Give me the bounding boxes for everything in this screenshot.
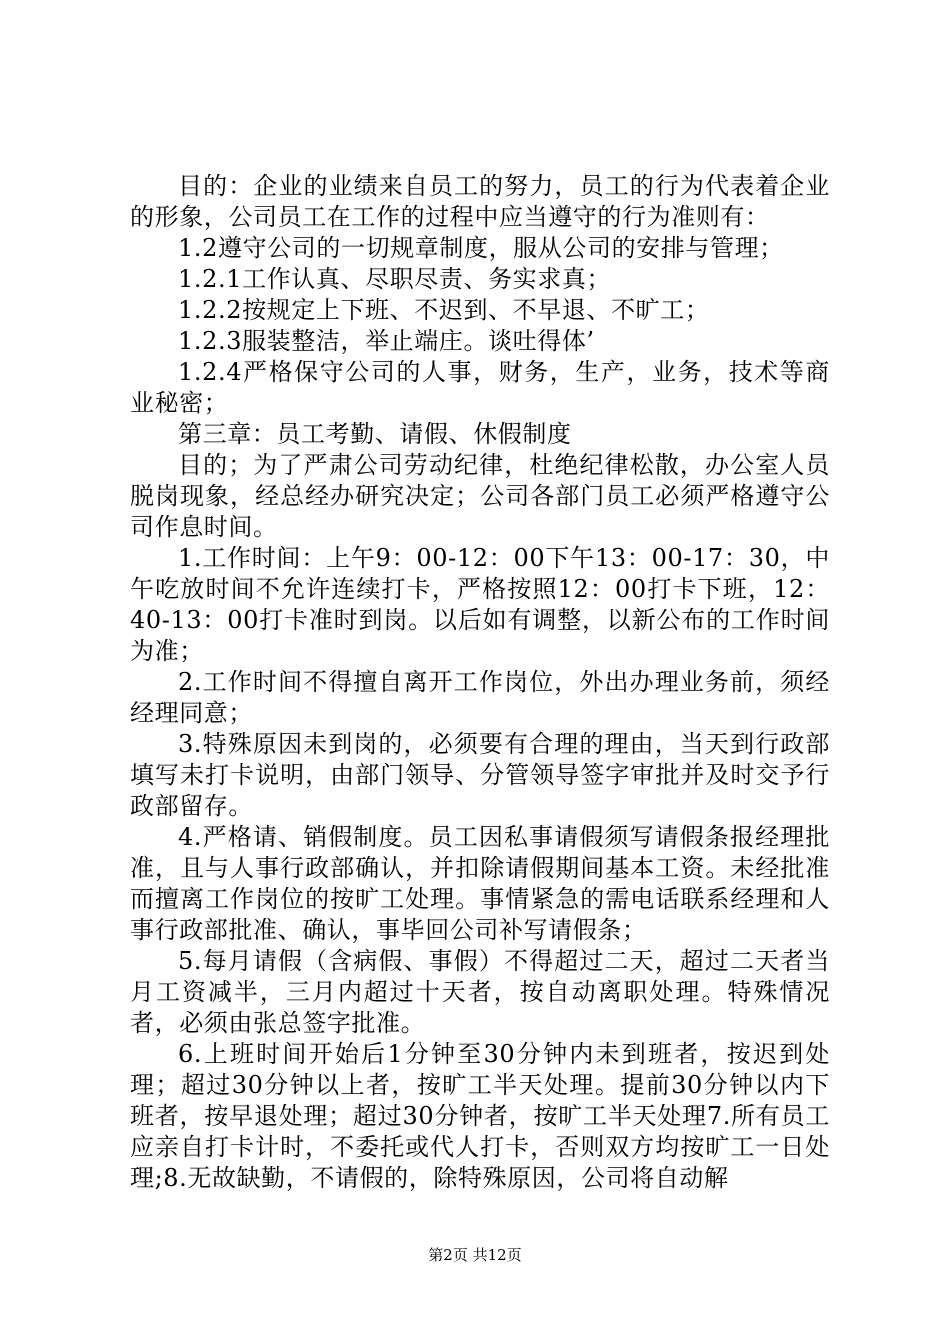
paragraph: 5.每月请假（含病假、事假）不得超过二天，超过二天者当月工资减半，三月内超过十天者，按自动离职处理。特殊情况者，必须由张总签字批准。 bbox=[130, 947, 830, 1037]
paragraph: 4.严格请、销假制度。员工因私事请假须写请假条报经理批准，且与人事行政部确认，并扣除请假期间基本工资。未经批准而擅离工作岗位的按旷工处理。事情紧急的需电话联系经理和人事行政部批准、确认，事毕回公司补写请假条； bbox=[130, 823, 830, 944]
paragraph: 3.特殊原因未到岗的，必须要有合理的理由，当天到行政部填写未打卡说明，由部门领导、分管领导签字审批并及时交予行政部留存。 bbox=[130, 730, 830, 820]
page-number: 第2页 共12页 bbox=[428, 1246, 522, 1264]
paragraph: 1.2.4严格保守公司的人事，财务，生产，业务，技术等商业秘密； bbox=[130, 358, 830, 417]
chapter-heading: 第三章：员工考勤、请假、休假制度 bbox=[178, 420, 572, 448]
document-body bbox=[130, 171, 830, 1194]
paragraph: 6.上班时间开始后1分钟至30分钟内未到班者，按迟到处理；超过30分钟以上者，按旷工半天处理。提前30分钟以内下班者，按早退处理；超过30分钟者，按旷工半天处理7.所有员工应亲自打卡计时，不委托或代人打卡，否则双方均按旷工一日处理;8.无故缺勤，不请假的，除特殊原因，公司将自动解 bbox=[130, 1040, 830, 1192]
paragraph: 1.工作时间：上午9：00-12：00下午13：00-17：30，中午吃放时间不允许连续打卡，严格按照12：00打卡下班，12：40-13：00打卡准时到岗。以后如有调整，以新公布的工作时间为准； bbox=[130, 544, 830, 665]
paragraph: 目的：企业的业绩来自员工的努力，员工的行为代表着企业的形象，公司员工在工作的过程中应当遵守的行为准则有： bbox=[130, 172, 830, 231]
paragraph: 1.2.3服装整洁，举止端庄。谈吐得体’ bbox=[178, 327, 595, 355]
paragraph: 2.工作时间不得擅自离开工作岗位，外出办理业务前，须经经理同意； bbox=[130, 668, 830, 727]
paragraph: 1.2遵守公司的一切规章制度，服从公司的安排与管理； bbox=[178, 234, 784, 262]
paragraph: 目的；为了严肃公司劳动纪律，杜绝纪律松散，办公室人员脱岗现象，经总经办研究决定；公司各部门员工必须严格遵守公司作息时间。 bbox=[130, 451, 830, 541]
paragraph: 1.2.2按规定上下班、不迟到、不早退、不旷工； bbox=[178, 296, 710, 324]
paragraph: 1.2.1工作认真、尽职尽责、务实求真； bbox=[178, 265, 612, 293]
